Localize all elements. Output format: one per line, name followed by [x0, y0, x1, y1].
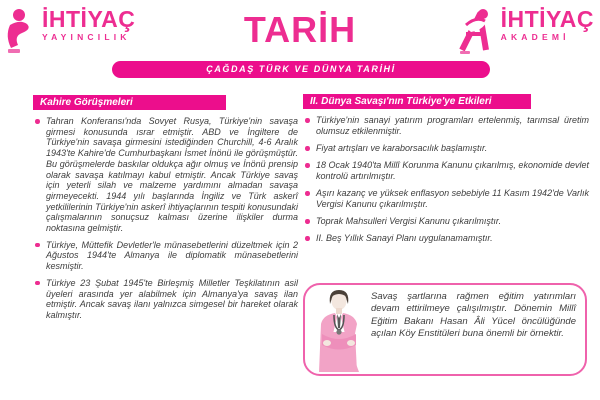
page-title: TARİH [243, 9, 357, 50]
logo-text [501, 8, 594, 42]
info-box-text: Savaş şartlarına rağmen eğitim yatırımları devam ettirilmeye çalışılmıştır. Dönemin Millî Eğitim Bakanı Hasan Âli Yücel öncülüğünde açılan Köy Enstitüleri buna önemli bir örnektir. [371, 291, 576, 339]
right-column [303, 94, 589, 250]
bullet-item: II. Beş Yıllık Sanayi Planı uygulanamamıştır. [303, 233, 589, 244]
bullet-item: Toprak Mahsulleri Vergisi Kanunu çıkarılmıştır. [303, 216, 589, 227]
bullet-item: Türkiye, Müttefik Devletler'le münasebetlerini düzeltmek için 2 Ağustos 1944'te Almanya ile diplomatik münasebetlerini kesmiştir. [33, 240, 298, 272]
logo-ihtiyac-akademi [456, 8, 594, 54]
bullet-item: Türkiye 23 Şubat 1945'te Birleşmiş Milletler Teşkilatının asil üyeleri arasında yer alabilmek için Almanya'ya savaş ilan etmiştir. Ancak savaş ilanı yalnızca simgesel bir hareket olarak kalmıştır. [33, 278, 298, 321]
akademi-figure-icon [456, 8, 498, 54]
doctor-illustration [305, 285, 369, 374]
logo-subtitle: AKADEMİ [500, 32, 570, 42]
bullet-list [303, 115, 589, 244]
bullet-item: Türkiye'nin sanayi yatırım programları ertelenmiş, tarımsal üretim olumsuz etkilenmiştir. [303, 115, 589, 137]
bullet-item: Aşırı kazanç ve yüksek enflasyon sebebiyle 11 Kasım 1942'de Varlık Vergisi Kanunu çıkarılmıştır. [303, 188, 589, 210]
bullet-item: Fiyat artışları ve karaborsacılık başlamıştır. [303, 143, 589, 154]
section-heading-etkiler: II. Dünya Savaşı'nın Türkiye'ye Etkileri [303, 94, 531, 109]
logo-title: İHTİYAÇ [42, 6, 136, 32]
chapter-banner: ÇAĞDAŞ TÜRK VE DÜNYA TARİHİ [112, 61, 490, 78]
section-heading-kahire: Kahire Görüşmeleri [33, 95, 226, 110]
doctor-icon [311, 288, 367, 374]
bullet-list [33, 116, 298, 321]
logo-subtitle: YAYINCILIK [42, 32, 131, 42]
bullet-item: Tahran Konferansı'nda Sovyet Rusya, Türkiye'nin savaşa girmesi konusunda ısrar etmiştir. ABD ve İngiltere de Türkiye'nin savaşa girmesini istediğinden Churchill, 4-6 Aralık 1943'te Kahire'de Cumhurbaşkanı İsmet İnönü ile görüşmüştür. Bu görüşmelerde baskılar oldukça ağır olmuş ve İnönü prensip olarak savaşa katılmayı kabul etmiştir. Ancak Türkiye savaş için yeterli silah ve malzeme yardımını almadan savaşa girmeyecekti. 1944 yılı başlarında İngiliz ve Türk askerî yetkililerinin Türkiye'nin askerî ihtiyaçlarının tespiti konusundaki çalışmalarının sonuçsuz kalması üzerine ilişkiler durma noktasına gelmiştir. [33, 116, 298, 234]
left-column [33, 95, 298, 327]
info-box [303, 283, 587, 376]
logo-title: İHTİYAÇ [500, 6, 594, 32]
bullet-item: 18 Ocak 1940'ta Millî Korunma Kanunu çıkarılmış, ekonomide devlet kontrolü artırılmıştır. [303, 160, 589, 182]
